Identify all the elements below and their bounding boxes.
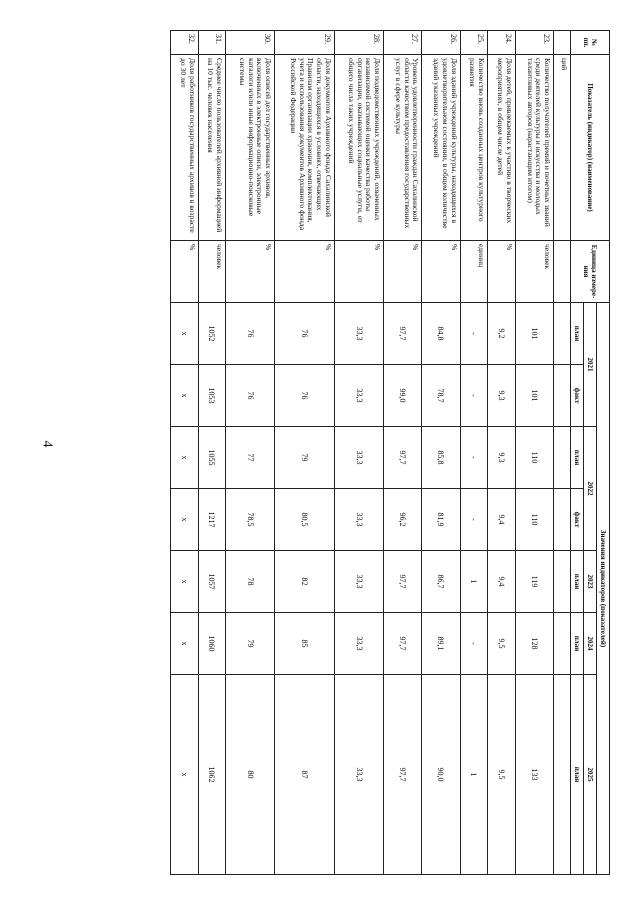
value-cell: 79 — [275, 427, 335, 489]
value-cell: 78,7 — [422, 365, 460, 427]
table-row — [515, 31, 553, 875]
indicator-name: Доля описей дел государственных архивов, включенных в электронные описи, электронные каталоги и/или иные информационно-поисковые системы — [226, 55, 275, 241]
row-index: 29. — [275, 31, 335, 55]
value-cell: 9,2 — [488, 303, 516, 365]
row-index: 32. — [171, 31, 199, 55]
value-cell: 101 — [515, 365, 553, 427]
table-row — [171, 31, 199, 875]
value-cell: 90,0 — [422, 675, 460, 875]
row-index: 28. — [334, 31, 383, 55]
value-cell: 9,5 — [488, 613, 516, 675]
value-cell: 78 — [226, 551, 275, 613]
continuation-text: ций — [554, 55, 571, 241]
unit-cell: % — [275, 241, 335, 303]
unit-cell: человек — [198, 241, 226, 303]
value-cell: 96,2 — [383, 489, 421, 551]
indicator-name: Доля документов Архивного фонда Сахалинской области, находящихся в условиях, отвечающих Правилам организации хранения, комплектования, учета и использования документов Архивного фонда Российской Федерации — [275, 55, 335, 241]
table-row — [488, 31, 516, 875]
header-values-group: Значения индикаторов (показателей) — [596, 303, 609, 875]
header-fact: факт — [570, 365, 583, 427]
value-cell: 82 — [275, 551, 335, 613]
value-cell: 33,3 — [334, 551, 383, 613]
unit-cell: % — [383, 241, 421, 303]
header-year-2025: 2025 — [583, 675, 596, 875]
value-cell: 79 — [226, 613, 275, 675]
value-cell: 1 — [460, 675, 488, 875]
header-year-2022: 2022 — [583, 427, 596, 551]
value-cell: 97,7 — [383, 675, 421, 875]
indicators-table-rotated — [170, 30, 610, 875]
value-cell: x — [171, 489, 199, 551]
indicator-name: Количество вновь созданных центров культурного развития — [460, 55, 488, 241]
header-plan: план — [570, 675, 583, 875]
value-cell: x — [171, 675, 199, 875]
indicator-name: Уровень удовлетворенности граждан Сахалинской области качеством предоставления государственных услуг в сфере культуры — [383, 55, 421, 241]
value-cell: 1062 — [198, 675, 226, 875]
indicators-table — [170, 30, 610, 875]
value-cell: 97,7 — [383, 427, 421, 489]
value-cell: x — [171, 365, 199, 427]
header-unit: Единица измере-ния — [570, 241, 609, 303]
indicator-name: Среднее число пользователей архивной информацией на 10 тыс. человек населения — [198, 55, 226, 241]
header-year-2021: 2021 — [583, 303, 596, 427]
value-cell: 133 — [515, 675, 553, 875]
row-index: 31. — [198, 31, 226, 55]
value-cell: - — [460, 303, 488, 365]
table-row — [460, 31, 488, 875]
value-cell: 1 — [460, 551, 488, 613]
value-cell: 85 — [275, 613, 335, 675]
value-cell: 128 — [515, 613, 553, 675]
value-cell: 9,4 — [488, 551, 516, 613]
value-cell: - — [460, 613, 488, 675]
value-cell: 33,3 — [334, 303, 383, 365]
value-cell: 86,7 — [422, 551, 460, 613]
value-cell: 9,5 — [488, 675, 516, 875]
value-cell: 110 — [515, 427, 553, 489]
value-cell: 81,9 — [422, 489, 460, 551]
table-row — [275, 31, 335, 875]
row-index: 25. — [460, 31, 488, 55]
value-cell: 33,3 — [334, 675, 383, 875]
value-cell: x — [171, 303, 199, 365]
header-plan: план — [570, 427, 583, 489]
header-plan: план — [570, 551, 583, 613]
header-indicator: Показатель (индикатор) (наименование) — [570, 55, 609, 241]
value-cell: 76 — [226, 303, 275, 365]
unit-cell: % — [171, 241, 199, 303]
value-cell: 9,3 — [488, 427, 516, 489]
unit-cell: % — [226, 241, 275, 303]
header-plan: план — [570, 613, 583, 675]
value-cell: 1217 — [198, 489, 226, 551]
value-cell: 80 — [226, 675, 275, 875]
value-cell: 1060 — [198, 613, 226, 675]
value-cell: 89,1 — [422, 613, 460, 675]
value-cell: 85,8 — [422, 427, 460, 489]
header-fact: факт — [570, 489, 583, 551]
indicator-name: Количество получателей премий и почетных званий среди деятелей культуры и искусства и молодых талантливых авторов (нарастающим итогом) — [515, 55, 553, 241]
value-cell: 87 — [275, 675, 335, 875]
table-row — [226, 31, 275, 875]
value-cell: 99,0 — [383, 365, 421, 427]
indicator-name: Доля подведомственных учреждений, охваченных независимой системой оценки качества работы организации, оказывающих социальные услуги, от общего числа таких учреждений — [334, 55, 383, 241]
value-cell: - — [460, 427, 488, 489]
table-row — [334, 31, 383, 875]
value-cell: 1057 — [198, 551, 226, 613]
indicator-name: Доля работников государственных архивов в возрасте до 30 лет — [171, 55, 199, 241]
unit-cell: % — [422, 241, 460, 303]
value-cell: 33,3 — [334, 365, 383, 427]
value-cell: 97,7 — [383, 303, 421, 365]
unit-cell: % — [334, 241, 383, 303]
value-cell: 76 — [226, 365, 275, 427]
value-cell: 84,8 — [422, 303, 460, 365]
value-cell: 9,3 — [488, 365, 516, 427]
row-index: 27. — [383, 31, 421, 55]
value-cell: x — [171, 427, 199, 489]
value-cell: 97,7 — [383, 551, 421, 613]
value-cell: - — [460, 365, 488, 427]
row-index: 30. — [226, 31, 275, 55]
header-year-2024: 2024 — [583, 613, 596, 675]
unit-cell: % — [488, 241, 516, 303]
value-cell: 9,4 — [488, 489, 516, 551]
indicator-name: Доля детей, привлекаемых к участию в творческих мероприятиях, в общем числе детей — [488, 55, 516, 241]
value-cell: 110 — [515, 489, 553, 551]
continuation-row — [554, 31, 571, 875]
unit-cell: человек — [515, 241, 553, 303]
value-cell: 76 — [275, 303, 335, 365]
table-row — [422, 31, 460, 875]
value-cell: x — [171, 551, 199, 613]
value-cell: 33,3 — [334, 427, 383, 489]
value-cell: 1053 — [198, 365, 226, 427]
row-index: 23. — [515, 31, 553, 55]
unit-cell: единиц — [460, 241, 488, 303]
row-index: 24. — [488, 31, 516, 55]
value-cell: 33,3 — [334, 489, 383, 551]
value-cell: 78,5 — [226, 489, 275, 551]
value-cell: 33,3 — [334, 613, 383, 675]
indicator-name: Доля зданий учреждений культуры, находящихся в удовлетворительном состоянии, в общем количестве зданий указанных учреждений — [422, 55, 460, 241]
value-cell: 119 — [515, 551, 553, 613]
header-plan: план — [570, 303, 583, 365]
value-cell: 76 — [275, 365, 335, 427]
row-index: 26. — [422, 31, 460, 55]
value-cell: - — [460, 489, 488, 551]
value-cell: 77 — [226, 427, 275, 489]
value-cell: 1052 — [198, 303, 226, 365]
value-cell: 1055 — [198, 427, 226, 489]
value-cell: 97,7 — [383, 613, 421, 675]
value-cell: 101 — [515, 303, 553, 365]
value-cell: x — [171, 613, 199, 675]
header-idx: № пп. — [570, 31, 609, 55]
table-row — [383, 31, 421, 875]
value-cell: 80,5 — [275, 489, 335, 551]
page-number: 4 — [39, 440, 55, 448]
table-row — [198, 31, 226, 875]
header-year-2023: 2023 — [583, 551, 596, 613]
